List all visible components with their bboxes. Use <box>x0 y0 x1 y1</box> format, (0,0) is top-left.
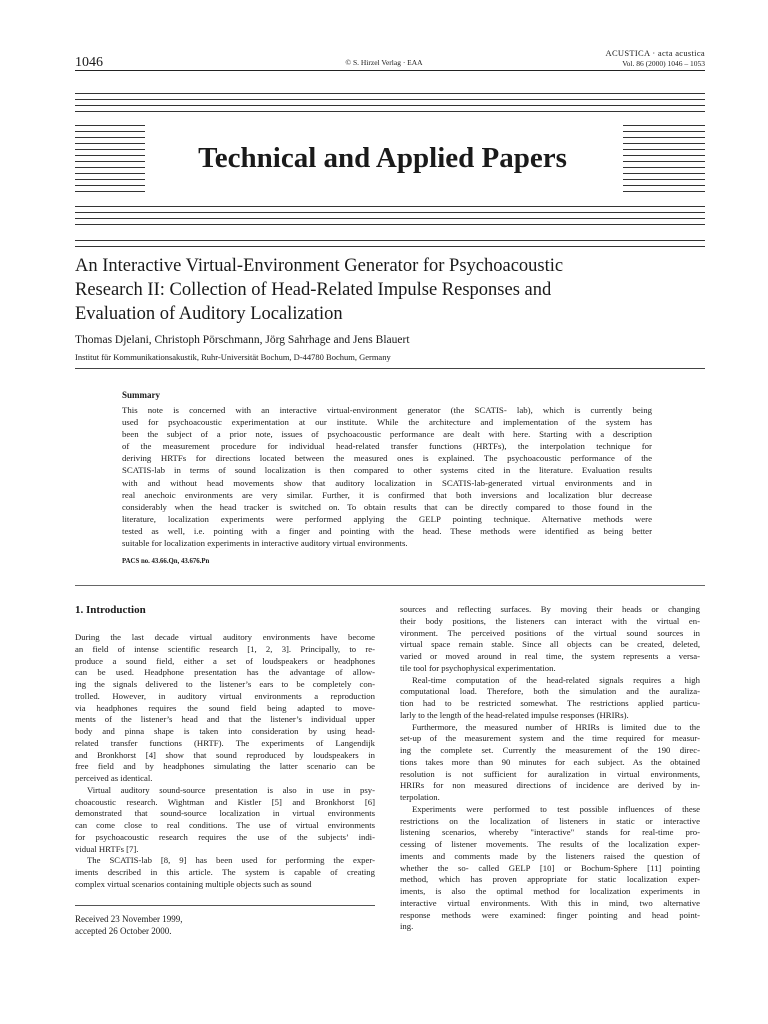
section-title: Technical and Applied Papers <box>198 141 567 174</box>
text-line: body and pinna shape is taken into consideration by using head- <box>75 726 375 736</box>
banner-rule <box>75 224 705 225</box>
banner-rule <box>75 212 705 213</box>
text-line: computational load. Therefore, both the simulation and the auraliza- <box>400 686 700 697</box>
banner-rule <box>623 131 705 132</box>
text-line: of the measurement procedure for individual head-related transfer functions (HRTFs), the interpolation technique for <box>122 441 652 452</box>
section-title-box <box>150 118 615 198</box>
banner-rule <box>75 143 145 144</box>
text-line: can come close to real conditions. The use of virtual environments <box>75 820 375 830</box>
copyright-notice: © S. Hirzel Verlag · EAA <box>345 58 423 67</box>
text-line: tested as well, i.e. pointing with a finger and pointing with the head. These methods were identified as being better <box>122 525 652 536</box>
banner-rule <box>75 167 145 168</box>
banner-rule <box>623 161 705 162</box>
text-line: listening scenarios, whereby "interactive" stands for real-time pro- <box>400 827 700 838</box>
authors: Thomas Djelani, Christoph Pörschmann, Jörg Sahrhage and Jens Blauert <box>75 334 410 346</box>
text-line: literature, localization experiments were performed applying the GELP pointing technique. Alternative methods were <box>122 513 652 524</box>
text-line: suitable for localization experiments in interactive auditory virtual environments. <box>122 538 408 549</box>
text-line: ing the complete set. Currently the measurement of the 190 direc- <box>400 745 700 755</box>
banner-rule <box>75 149 145 150</box>
section-banner <box>0 0 768 260</box>
text-line: larly to the length of the head-related impulse responses (HRIRs). <box>400 709 629 720</box>
banner-rule <box>75 191 145 192</box>
text-line: response methods were examined: finger pointing and head point- <box>400 909 700 920</box>
text-line: free field and by headphones simulating the latter scenario can be <box>75 761 375 772</box>
text-line: perceived as identical. <box>75 773 153 783</box>
accepted-date: accepted 26 October 2000. <box>75 925 172 936</box>
text-line: Real-time computation of the head-related signals requires a high <box>412 674 700 685</box>
text-line: interactive virtual environments. With this in mind, two alternative <box>400 897 700 908</box>
text-line: deriving HRTFs for directions located between the measured ones is explained. The psychoacoustic performance of the <box>122 453 652 464</box>
text-line: produce a sound field, either a set of loudspeakers or headphones <box>75 655 375 666</box>
text-line: HRIRs for non measured directions of incidence are derived by in- <box>400 780 700 791</box>
banner-rule <box>75 155 145 156</box>
banner-rule <box>75 246 705 247</box>
banner-rule <box>75 131 145 132</box>
banner-rule <box>623 149 705 150</box>
text-line: and Bronkhorst [4] show that sound reproduced by loudspeakers in <box>75 749 375 760</box>
right-column-text <box>400 604 700 933</box>
banner-rule <box>623 143 705 144</box>
banner-rule <box>75 105 705 106</box>
text-line: Experiments were performed to test possible influences of these <box>412 803 700 814</box>
banner-rule <box>75 218 705 219</box>
affiliation: Institut für Kommunikationsakustik, Ruhr-Universität Bochum, D-44780 Bochum, Germany <box>75 352 391 362</box>
text-line: sources and reflecting surfaces. By moving their heads or changing <box>400 604 700 614</box>
banner-rule <box>623 191 705 192</box>
received-dates <box>75 914 182 937</box>
text-line: can be used. Headphone presentation has the advantage of allow- <box>75 667 375 678</box>
banner-rule <box>75 206 705 207</box>
text-line: demonstrated that sound-source localization in virtual environments <box>75 808 375 819</box>
text-line: real anechoic environments are very similar. Further, it is confirmed that both inversions and localization blur decrease <box>122 489 652 500</box>
text-line: During the last decade virtual auditory environments have become <box>75 632 375 642</box>
summary-rule <box>75 585 705 586</box>
banner-rule <box>75 185 145 186</box>
text-line: trolled. However, in auditory virtual environments a reproduction <box>75 690 375 701</box>
article-title-line: An Interactive Virtual-Environment Generator for Psychoacoustic <box>75 256 564 276</box>
article-title-line: Research II: Collection of Head-Related Impulse Responses and <box>75 280 552 300</box>
banner-rule <box>623 137 705 138</box>
journal-name: ACUSTICA · acta acustica <box>605 48 705 58</box>
text-line: cessing of listener movements. The results of the localization exper- <box>400 839 700 849</box>
left-column-text <box>75 632 375 891</box>
banner-rule <box>623 125 705 126</box>
text-line: restrictions on the localization of listeners in static or interactive <box>400 815 700 826</box>
banner-rule <box>75 111 705 112</box>
banner-rule <box>75 240 705 241</box>
volume-info: Vol. 86 (2000) 1046 – 1053 <box>622 59 705 68</box>
text-line: for psychoacoustic research requires the use of the subjects’ indi- <box>75 831 375 842</box>
banner-rule <box>623 155 705 156</box>
article-title <box>75 254 705 326</box>
text-line: virtual space remain stable. Since all objects can be created, deleted, <box>400 639 700 650</box>
banner-rule <box>75 99 705 100</box>
text-line: used for psychoacoustic experimentation at our institute. While the architecture and implementation of the system has <box>122 417 652 428</box>
text-line: iments described in this article. The system is capable of creating <box>75 867 375 877</box>
page-number: 1046 <box>75 55 103 70</box>
banner-rule <box>75 161 145 162</box>
introduction-heading: 1. Introduction <box>75 604 146 616</box>
affiliation-rule <box>75 368 705 369</box>
article-title-line: Evaluation of Auditory Localization <box>75 304 343 324</box>
text-line: ments of the listener’s head and that the listener’s individual upper <box>75 714 375 725</box>
received-date: Received 23 November 1999, <box>75 914 183 924</box>
footnote-rule <box>75 905 375 906</box>
text-line: The SCATIS-lab [8, 9] has been used for performing the exper- <box>87 855 375 866</box>
text-line: method, which has proven appropriate for static localization exper- <box>400 874 700 885</box>
text-line: whether the so- called GELP [10] or Bochum-Sphere [11] pointing <box>400 862 700 873</box>
text-line: their body positions, the listeners can interact with the virtual en- <box>400 615 700 626</box>
text-line: via headphones requires the sound field being adapted to move- <box>75 702 375 713</box>
banner-rule <box>75 173 145 174</box>
text-line: choacoustic research. Wightman and Kistler [5] and Bronkhorst [6] <box>75 796 375 807</box>
banner-rule <box>75 125 145 126</box>
text-line: tile tool for psychophysical experimentation. <box>400 662 556 673</box>
text-line: vironment. The perceived positions of the virtual sound sources in <box>400 627 700 638</box>
text-line: ing the signals delivered to the listener’s ears to be completely con- <box>75 679 375 689</box>
summary-heading: Summary <box>122 390 160 400</box>
text-line: Virtual auditory sound-source presentation is also in use in psy- <box>87 784 375 795</box>
text-line: an field of intense scientific research [1, 2, 3]. Principally, to re- <box>75 643 375 654</box>
text-line: terpolation. <box>400 792 440 802</box>
text-line: SCATIS-lab in terms of sound localization is then compared to other systems cited in the literature. Evaluation results <box>122 465 652 476</box>
banner-rule <box>623 173 705 174</box>
text-line: tion had to be restricted somewhat. The restrictions applied particu- <box>400 698 700 708</box>
summary-text <box>122 404 652 549</box>
text-line: set-up of the measurement system and the time required for measur- <box>400 733 700 744</box>
banner-rule <box>75 179 145 180</box>
text-line: tions takes more than 90 minutes for each subject. As the obtained <box>400 756 700 767</box>
banner-rule <box>75 137 145 138</box>
text-line: complex virtual scenarios containing multiple objects such as sound <box>75 878 312 889</box>
text-line: Furthermore, the measured number of HRIRs is limited due to the <box>412 721 700 732</box>
pacs-codes: PACS no. 43.66.Qn, 43.676.Pn <box>122 558 210 565</box>
banner-rule <box>75 93 705 94</box>
text-line: varied or moved around in real time, the system represents a versa- <box>400 651 700 661</box>
text-line: iments, is also the optimal method for localization experiments in <box>400 886 700 896</box>
text-line: with and without head movements show that auditory localization in SCATIS-lab-generated virtual environments and in <box>122 477 652 488</box>
banner-rule <box>623 185 705 186</box>
text-line: related transfer functions (HRTF). The experiments of Langendijk <box>75 737 375 748</box>
text-line: vidual HRTFs [7]. <box>75 843 139 854</box>
text-line: resolution is not sufficient for auralization in virtual environments, <box>400 768 700 779</box>
text-line: considerably when the head tracker is switched on. To obtain results that can be directly compared to those found in the <box>122 501 652 512</box>
text-line: been the subject of a prior note, issues of psychoacoustic performance are dealt with here. Starting with a description <box>122 429 652 440</box>
banner-rule <box>623 167 705 168</box>
text-line: This note is concerned with an interactive virtual-environment generator (the SCATIS- lab), which is currently being <box>122 405 652 415</box>
text-line: ing. <box>400 921 414 932</box>
text-line: iments and comments made by the listeners raised the question of <box>400 850 700 861</box>
banner-rule <box>623 179 705 180</box>
